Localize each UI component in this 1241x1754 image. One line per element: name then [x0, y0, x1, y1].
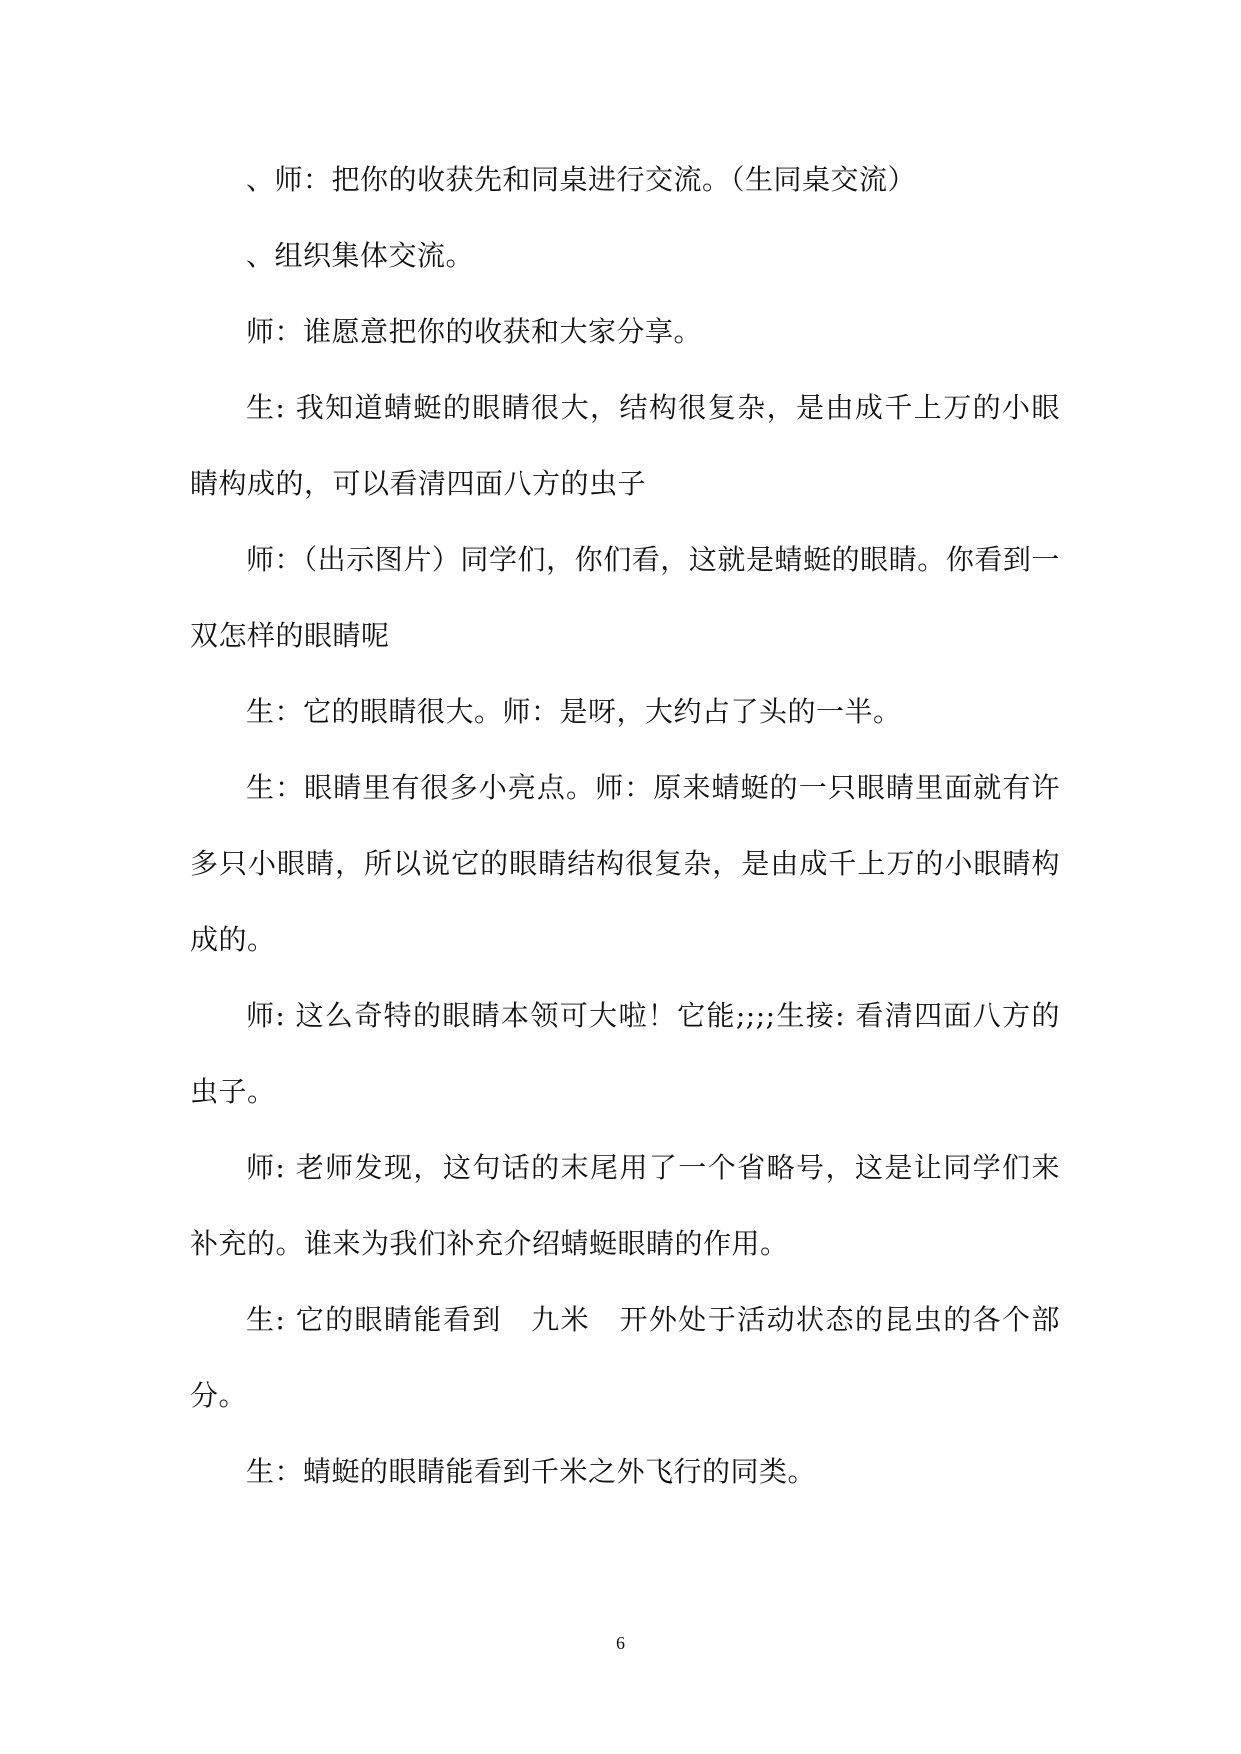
paragraph-7: 生：眼睛里有很多小亮点。师：原来蜻蜓的一只眼睛里面就有许多只小眼睛，所以说它的眼睛结构很复杂，是由成千上万的小眼睛构成的。 — [190, 771, 1060, 956]
paragraph-2: 、组织集体交流。 — [246, 239, 475, 272]
paragraph-5: 师：（出示图片）同学们，你们看，这就是蜻蜓的眼睛。你看到一双怎样的眼睛呢 — [190, 543, 1060, 652]
paragraph-4: 生: 我知道蜻蜓的眼睛很大，结构很复杂，是由成千上万的小眼睛构成的，可以看清四面八方的虫子 — [190, 391, 1060, 500]
paragraph-8: 师: 这么奇特的眼睛本领可大啦！它能;;;;生接: 看清四面八方的虫子。 — [190, 999, 1060, 1108]
paragraph-9: 师: 老师发现，这句话的末尾用了一个省略号，这是让同学们来补充的。谁来为我们补充介绍蜻蜓眼睛的作用。 — [190, 1151, 1060, 1260]
paragraph-11: 生：蜻蜓的眼睛能看到千米之外飞行的同类。 — [246, 1455, 817, 1488]
paragraph-3: 师：谁愿意把你的收获和大家分享。 — [246, 315, 703, 348]
paragraph-10: 生: 它的眼睛能看到 九米 开外处于活动状态的昆虫的各个部分。 — [190, 1303, 1060, 1412]
paragraph-6: 生：它的眼睛很大。师：是呀，大约占了头的一半。 — [246, 695, 902, 728]
body-text — [190, 142, 1060, 1510]
paragraph-1: 、师：把你的收获先和同桌进行交流。（生同桌交流） — [246, 163, 917, 196]
page-number: 6 — [616, 1633, 625, 1653]
